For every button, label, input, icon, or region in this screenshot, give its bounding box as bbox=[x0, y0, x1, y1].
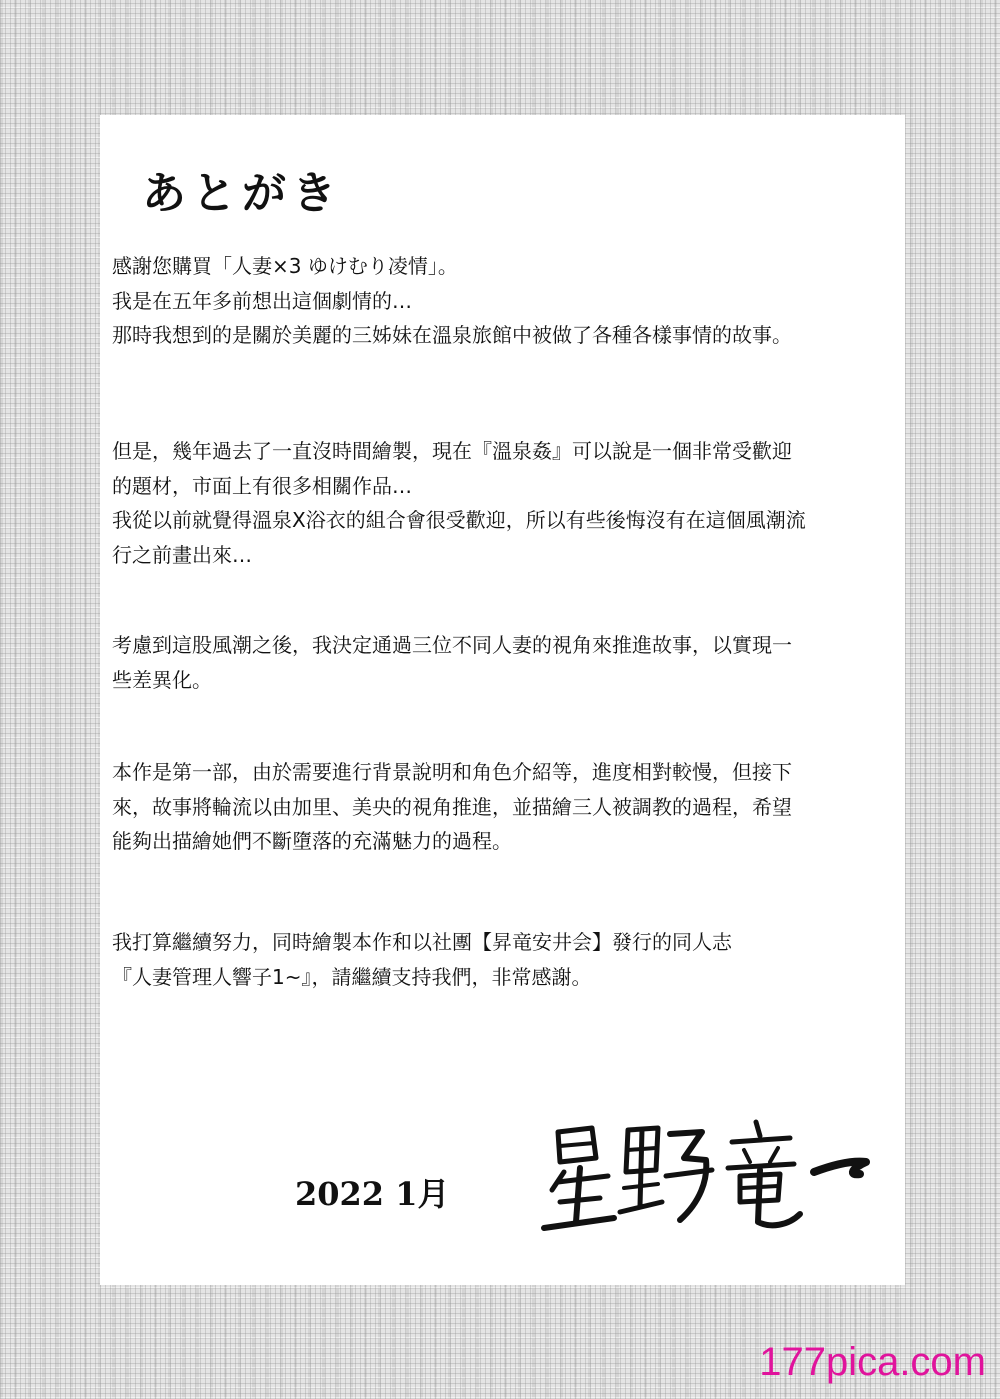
paragraph-1 bbox=[112, 249, 894, 353]
text-line: 我從以前就覺得溫泉X浴衣的組合會很受歡迎，所以有些後悔沒有在這個風潮流 bbox=[112, 508, 806, 532]
text-line: 些差異化。 bbox=[112, 667, 212, 692]
text-line: 的題材，市面上有很多相關作品… bbox=[112, 473, 412, 498]
afterword-page bbox=[100, 115, 905, 1285]
text-line: 本作是第一部，由於需要進行背景說明和角色介紹等，進度相對較慢，但接下 bbox=[112, 760, 792, 784]
text-line: 來，故事將輪流以由加里、美央的視角推進，並描繪三人被調教的過程，希望 bbox=[112, 794, 792, 819]
text-line: 考慮到這股風潮之後，我決定通過三位不同人妻的視角來推進故事，以實現一 bbox=[112, 633, 792, 657]
paragraph-3 bbox=[112, 628, 894, 697]
text-line: 那時我想到的是關於美麗的三姊妹在溫泉旅館中被做了各種各樣事情的故事。 bbox=[112, 323, 792, 347]
paragraph-5 bbox=[112, 925, 894, 994]
date-text: 2022 1月 bbox=[295, 1175, 450, 1213]
text-line: 『人妻管理人響子1~』，請繼續支持我們，非常感謝。 bbox=[112, 964, 592, 989]
watermark-text: 177pica.com bbox=[759, 1340, 986, 1384]
text-line: 我是在五年多前想出這個劇情的… bbox=[112, 288, 412, 313]
paragraph-2 bbox=[112, 434, 894, 572]
text-line: 我打算繼續努力，同時繪製本作和以社團【昇竜安井会】發行的同人志 bbox=[112, 930, 732, 954]
text-line: 感謝您購買「人妻×3 ゆけむり凌情」。 bbox=[112, 254, 458, 278]
handwritten-signature bbox=[530, 1110, 875, 1245]
text-line: 能夠出描繪她們不斷墮落的充滿魅力的過程。 bbox=[112, 829, 512, 853]
paragraph-4 bbox=[112, 755, 894, 859]
page-title: あとがき bbox=[142, 168, 342, 219]
text-line: 行之前畫出來… bbox=[112, 542, 252, 567]
text-line: 但是，幾年過去了一直沒時間繪製，現在『溫泉姦』可以說是一個非常受歡迎 bbox=[112, 439, 792, 463]
